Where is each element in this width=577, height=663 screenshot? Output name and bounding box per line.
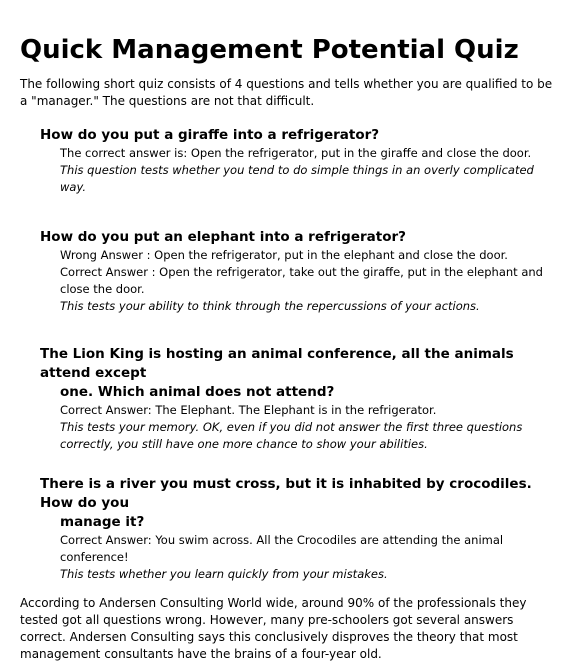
answer-block (60, 247, 560, 315)
answer-line: Correct Answer: The Elephant. The Elephant is in the refrigerator. (60, 403, 437, 417)
answer-block (60, 145, 560, 196)
explanation-text: This tests your memory. OK, even if you did not answer the first three questions correctly, you still have one more chance to show your abilities. (60, 420, 523, 451)
wrong-answer-line: Wrong Answer : Open the refrigerator, put in the elephant and close the door. (60, 248, 508, 262)
question-list (20, 126, 560, 595)
question-item-2 (40, 228, 560, 315)
closing-paragraph: According to Andersen Consulting World wide, around 90% of the professionals they tested got all questions wrong. However, many pre-schoolers got several answers correct. Andersen Consulting says this conclusively disproves the theory that most management consultants have the brains of a four-year old. (20, 596, 527, 661)
question-item-3 (40, 345, 560, 453)
question-text: How do you put a giraffe into a refrigerator? (40, 127, 380, 143)
answer-line: Correct Answer: You swim across. All the Crocodiles are attending the animal conference! (60, 533, 504, 564)
question-line-2: one. Which animal does not attend? (60, 384, 335, 400)
question-text (40, 345, 560, 402)
page-title: Quick Management Potential Quiz (20, 35, 519, 65)
question-text (40, 475, 560, 532)
answer-line: The correct answer is: Open the refrigerator, put in the giraffe and close the door. (60, 146, 532, 160)
explanation-text: This tests whether you learn quickly from your mistakes. (60, 567, 388, 581)
question-line-2: manage it? (60, 514, 145, 530)
question-text: How do you put an elephant into a refrigerator? (40, 229, 406, 245)
explanation-text: This question tests whether you tend to do simple things in an overly complicated way. (60, 163, 534, 194)
question-item-4 (40, 475, 560, 583)
quiz-document (20, 34, 560, 663)
explanation-text: This tests your ability to think through the repercussions of your actions. (60, 299, 480, 313)
question-line-1: There is a river you must cross, but it is inhabited by crocodiles. How do you (40, 476, 532, 511)
answer-block (60, 532, 560, 583)
intro-paragraph: The following short quiz consists of 4 questions and tells whether you are qualified to be a "manager." The questions are not that difficult. (20, 77, 553, 108)
correct-answer-line: Correct Answer : Open the refrigerator, take out the giraffe, put in the elephant and close the door. (60, 265, 543, 296)
question-line-1: The Lion King is hosting an animal conference, all the animals attend except (40, 346, 514, 381)
answer-block (60, 402, 560, 453)
question-item-1 (40, 126, 560, 196)
